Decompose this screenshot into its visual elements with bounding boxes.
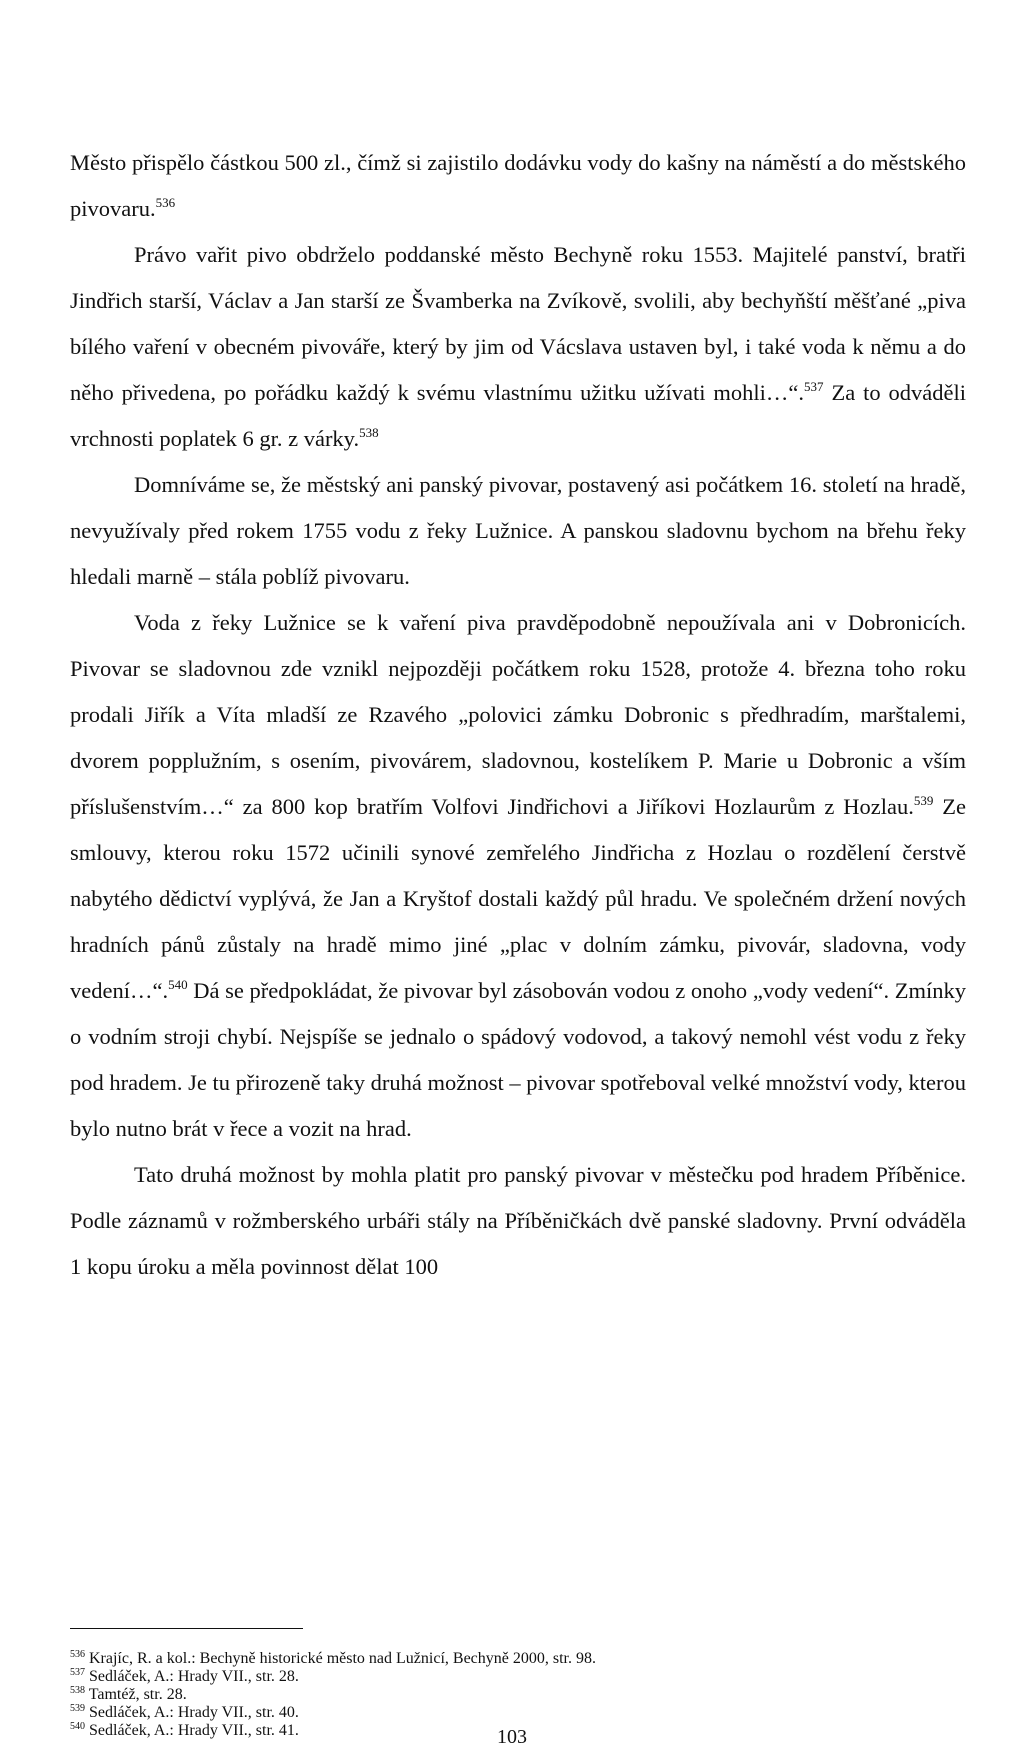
paragraph-text: Ze smlouvy, kterou roku 1572 učinili synové zemřelého Jindřicha z Hozlau o rozdělení čerstvě nabytého dědictví vyplývá, že Jan a Kryštof dostali každý půl hradu. Ve společném držení nových hradních pánů zůstaly na hradě mimo jiné „plac v dolním zámku, pivovár, sladovna, vody vedení…“.: [70, 794, 967, 1003]
footnote-number: 540: [70, 1721, 85, 1732]
footnote-text: Sedláček, A.: Hrady VII., str. 40.: [89, 1704, 299, 1721]
footnote-reference: 536: [155, 195, 176, 210]
paragraph: [70, 140, 966, 232]
page-number: 103: [497, 1726, 527, 1748]
footnote-number: 539: [70, 1703, 85, 1714]
paragraph-text: Za to odváděli vrchnosti poplatek 6 gr. z várky.: [70, 380, 966, 451]
footnote-number: 537: [70, 1667, 85, 1678]
paragraph-text: Voda z řeky Lužnice se k vaření piva pravděpodobně nepoužívala ani v Dobronicích. Pivovar se sladovnou zde vznikl nejpozději počátkem roku 1528, protože 4. března toho roku prodali Jiřík a Víta mladší ze Rzavého „polovici zámku Dobronic s předhradím, marštalemi, dvorem popplužním, s osením, pivovárem, sladovnou, kostelíkem P. Marie u Dobronic a vším příslušenstvím…“ za 800 kop bratřím Volfovi Jindřichovi a Jiříkovi Hozlaurům z Hozlau.: [70, 610, 966, 819]
body-text: [70, 140, 966, 1290]
paragraph: [70, 462, 966, 600]
footnote-reference: 537: [804, 379, 824, 394]
footnote-number: 536: [70, 1649, 85, 1660]
paragraph: [70, 600, 966, 1152]
footnote-text: Sedláček, A.: Hrady VII., str. 41.: [89, 1722, 299, 1739]
footnote-text: Sedláček, A.: Hrady VII., str. 28.: [89, 1668, 299, 1685]
footnote-reference: 540: [168, 977, 188, 992]
paragraph-text: Tato druhá možnost by mohla platit pro panský pivovar v městečku pod hradem Příběnice. Podle záznamů v rožmberského urbáři stály na Příběničkách dvě panské sladovny. První odváděla 1 kopu úroku a měla povinnost dělat 100: [70, 1162, 966, 1279]
paragraph: [70, 232, 966, 462]
paragraph: [70, 1152, 966, 1290]
footnote-number: 538: [70, 1685, 85, 1696]
footnote-text: Krajíc, R. a kol.: Bechyně historické město nad Lužnicí, Bechyně 2000, str. 98.: [89, 1650, 596, 1667]
paragraph-text: Město přispělo částkou 500 zl., čímž si zajistilo dodávku vody do kašny na náměstí a do městského pivovaru.: [70, 150, 966, 221]
footnote: [70, 1704, 966, 1722]
footnote: [70, 1650, 966, 1668]
footnote-separator: [70, 1628, 303, 1629]
footnote-reference: 538: [359, 425, 379, 440]
footnote: [70, 1686, 966, 1704]
paragraph-text: Právo vařit pivo obdrželo poddanské město Bechyně roku 1553. Majitelé panství, bratři Jindřich starší, Václav a Jan starší ze Švamberka na Zvíkově, svolili, aby bechyňští měšťané „piva bílého vaření v obecném pivováře, který by jim od Vácslava ustaven byl, i také voda k němu a do něho přivedena, po pořádku každý k svému vlastnímu užitku užívati mohli…“.: [70, 242, 966, 405]
footnote-text: Tamtéž, str. 28.: [88, 1686, 187, 1703]
footnote-reference: 539: [913, 793, 934, 808]
footnote: [70, 1668, 966, 1686]
paragraph-text: Dá se předpokládat, že pivovar byl zásobován vodou z onoho „vody vedení“. Zmínky o vodním stroji chybí. Nejspíše se jednalo o spádový vodovod, a takový nemohl vést vodu z řeky pod hradem. Je tu přirozeně taky druhá možnost – pivovar spotřeboval velké množství vody, kterou bylo nutno brát v řece a vozit na hrad.: [70, 978, 966, 1141]
paragraph-text: Domníváme se, že městský ani panský pivovar, postavený asi počátkem 16. století na hradě, nevyužívaly před rokem 1755 vodu z řeky Lužnice. A panskou sladovnu bychom na břehu řeky hledali marně – stála poblíž pivovaru.: [70, 472, 966, 589]
